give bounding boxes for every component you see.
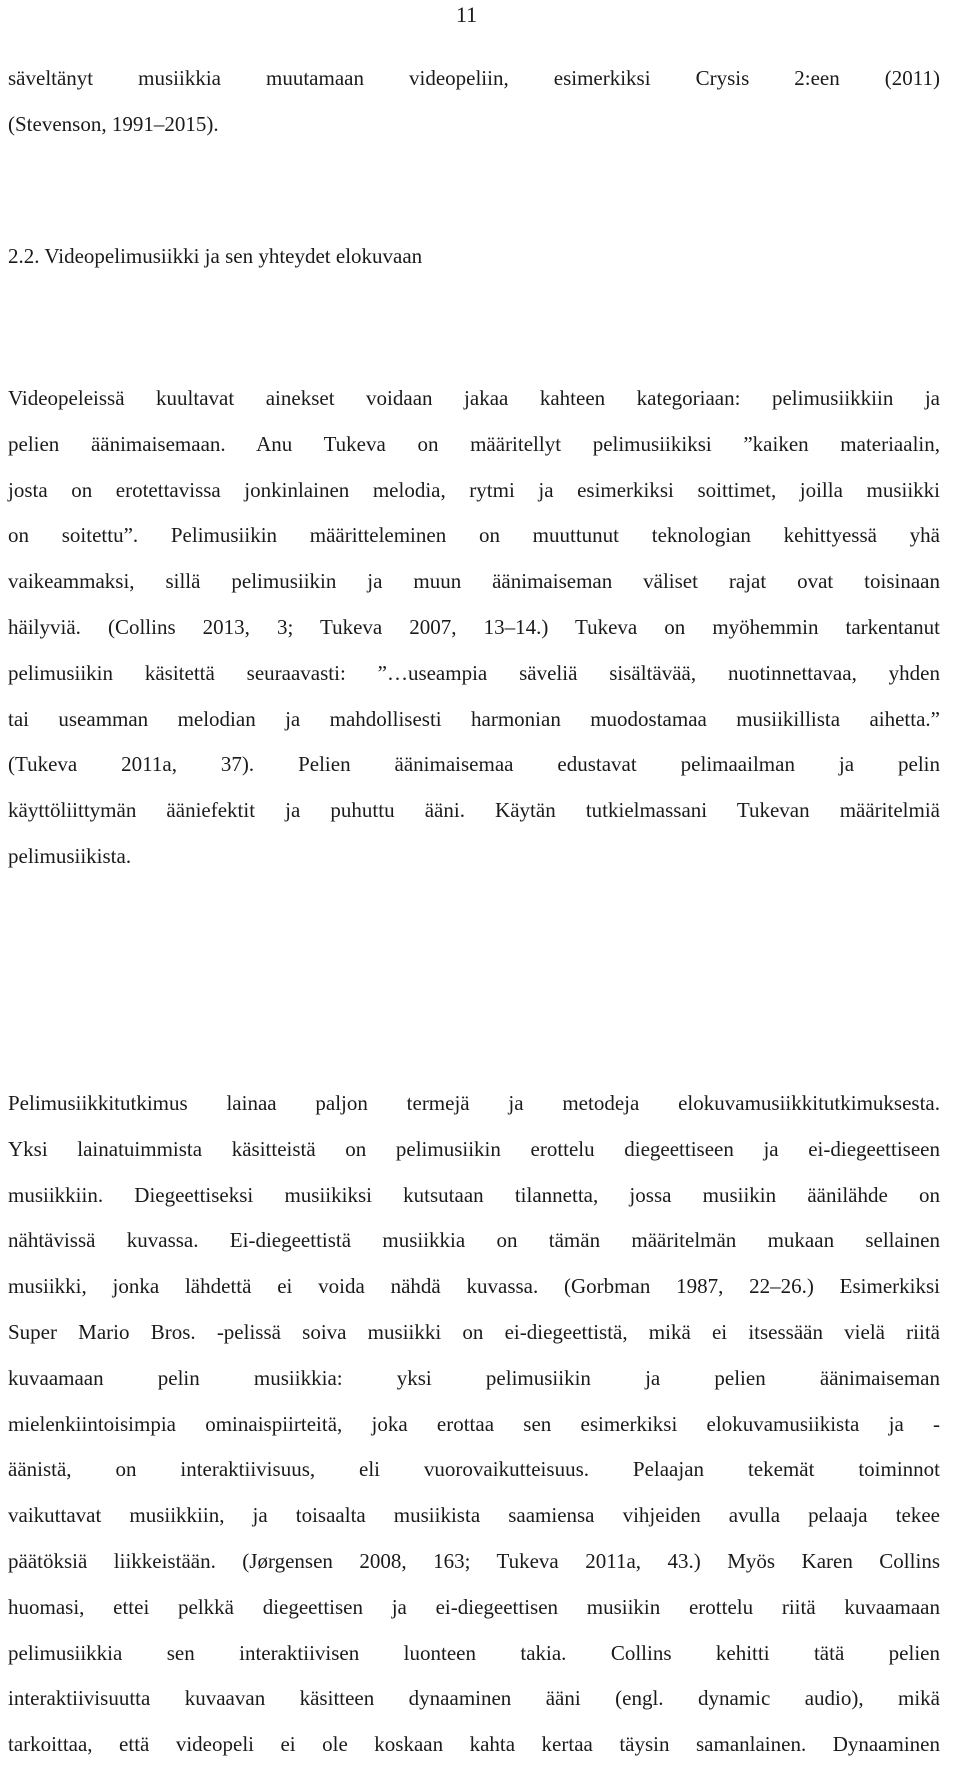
text-line: kuvaamaan pelin musiikkia: yksi pelimusiikin ja pelien äänimaiseman	[8, 1365, 940, 1390]
text-line: huomasi, ettei pelkkä diegeettisen ja ei-diegeettisen musiikin erottelu riitä kuvaamaan	[8, 1594, 940, 1619]
text-line: Videopeleissä kuultavat ainekset voidaan jakaa kahteen kategoriaan: pelimusiikkiin ja	[8, 386, 940, 410]
text-line: Yksi lainatuimmista käsitteistä on pelimusiikin erottelu diegeettiseen ja ei-diegeettiseen	[8, 1136, 940, 1161]
text-line: vaikuttavat musiikkiin, ja toisaalta musiikista saamiensa vihjeiden avulla pelaaja tekee	[8, 1503, 940, 1528]
text-line: Pelimusiikkitutkimus lainaa paljon termejä ja metodeja elokuvamusiikkitutkimuksesta.	[8, 1091, 940, 1115]
text-line: pelimusiikkia sen interaktiivisen luonteen takia. Collins kehitti tätä pelien	[8, 1640, 940, 1665]
text-line: (Stevenson, 1991–2015).	[8, 111, 219, 136]
paragraph-3	[8, 1081, 940, 1768]
text-line: tai useamman melodian ja mahdollisesti harmonian muodostamaa musiikillista aihetta.”	[8, 706, 940, 731]
text-line: nähtävissä kuvassa. Ei-diegeettistä musiikkia on tämän määritelmän mukaan sellainen	[8, 1228, 940, 1253]
text-line: (Tukeva 2011a, 37). Pelien äänimaisemaa edustavat pelimaailman ja pelin	[8, 752, 940, 777]
paragraph-2	[8, 376, 940, 880]
text-line: Super Mario Bros. -pelissä soiva musiikki on ei-diegeettistä, mikä ei itsessään vielä riitä	[8, 1319, 940, 1344]
paragraph-1	[8, 56, 940, 148]
text-line: mielenkiintoisimpia ominaispiirteitä, joka erottaa sen esimerkiksi elokuvamusiikista ja -	[8, 1411, 940, 1436]
text-line: äänistä, on interaktiivisuus, eli vuorovaikutteisuus. Pelaajan tekemät toiminnot	[8, 1457, 940, 1482]
text-line: interaktiivisuutta kuvaavan käsitteen dynaaminen ääni (engl. dynamic audio), mikä	[8, 1686, 940, 1711]
text-line: häilyviä. (Collins 2013, 3; Tukeva 2007, 13–14.) Tukeva on myöhemmin tarkentanut	[8, 614, 940, 639]
page-number: 11	[456, 2, 478, 27]
text-line: josta on erotettavissa jonkinlainen melodia, rytmi ja esimerkiksi soittimet, joilla musiikki	[8, 477, 940, 502]
text-line: on soitettu”. Pelimusiikin määritteleminen on muuttunut teknologian kehittyessä yhä	[8, 523, 940, 548]
text-line: vaikeammaksi, sillä pelimusiikin ja muun äänimaiseman väliset rajat ovat toisinaan	[8, 569, 940, 594]
text-line: päätöksiä liikkeistään. (Jørgensen 2008, 163; Tukeva 2011a, 43.) Myös Karen Collins	[8, 1548, 940, 1573]
text-line: pelien äänimaisemaan. Anu Tukeva on määritellyt pelimusiikiksi ”kaiken materiaalin,	[8, 431, 940, 456]
text-line: musiikkiin. Diegeettiseksi musiikiksi kutsutaan tilannetta, jossa musiikin äänilähde on	[8, 1182, 940, 1207]
text-line: käyttöliittymän ääniefektit ja puhuttu ääni. Käytän tutkielmassani Tukevan määritelmiä	[8, 798, 940, 823]
text-line: pelimusiikista.	[8, 843, 132, 868]
text-line: tarkoittaa, että videopeli ei ole koskaan kahta kertaa täysin samanlainen. Dynaaminen	[8, 1732, 940, 1757]
text-line: pelimusiikin käsitettä seuraavasti: ”…useampia säveliä sisältävää, nuotinnettavaa, yhden	[8, 660, 940, 685]
text-line: musiikki, jonka lähdettä ei voida nähdä kuvassa. (Gorbman 1987, 22–26.) Esimerkiksi	[8, 1274, 940, 1299]
text-line: säveltänyt musiikkia muutamaan videopeliin, esimerkiksi Crysis 2:een (2011)	[8, 66, 940, 90]
section-heading: 2.2. Videopelimusiikki ja sen yhteydet elokuvaan	[8, 244, 423, 268]
